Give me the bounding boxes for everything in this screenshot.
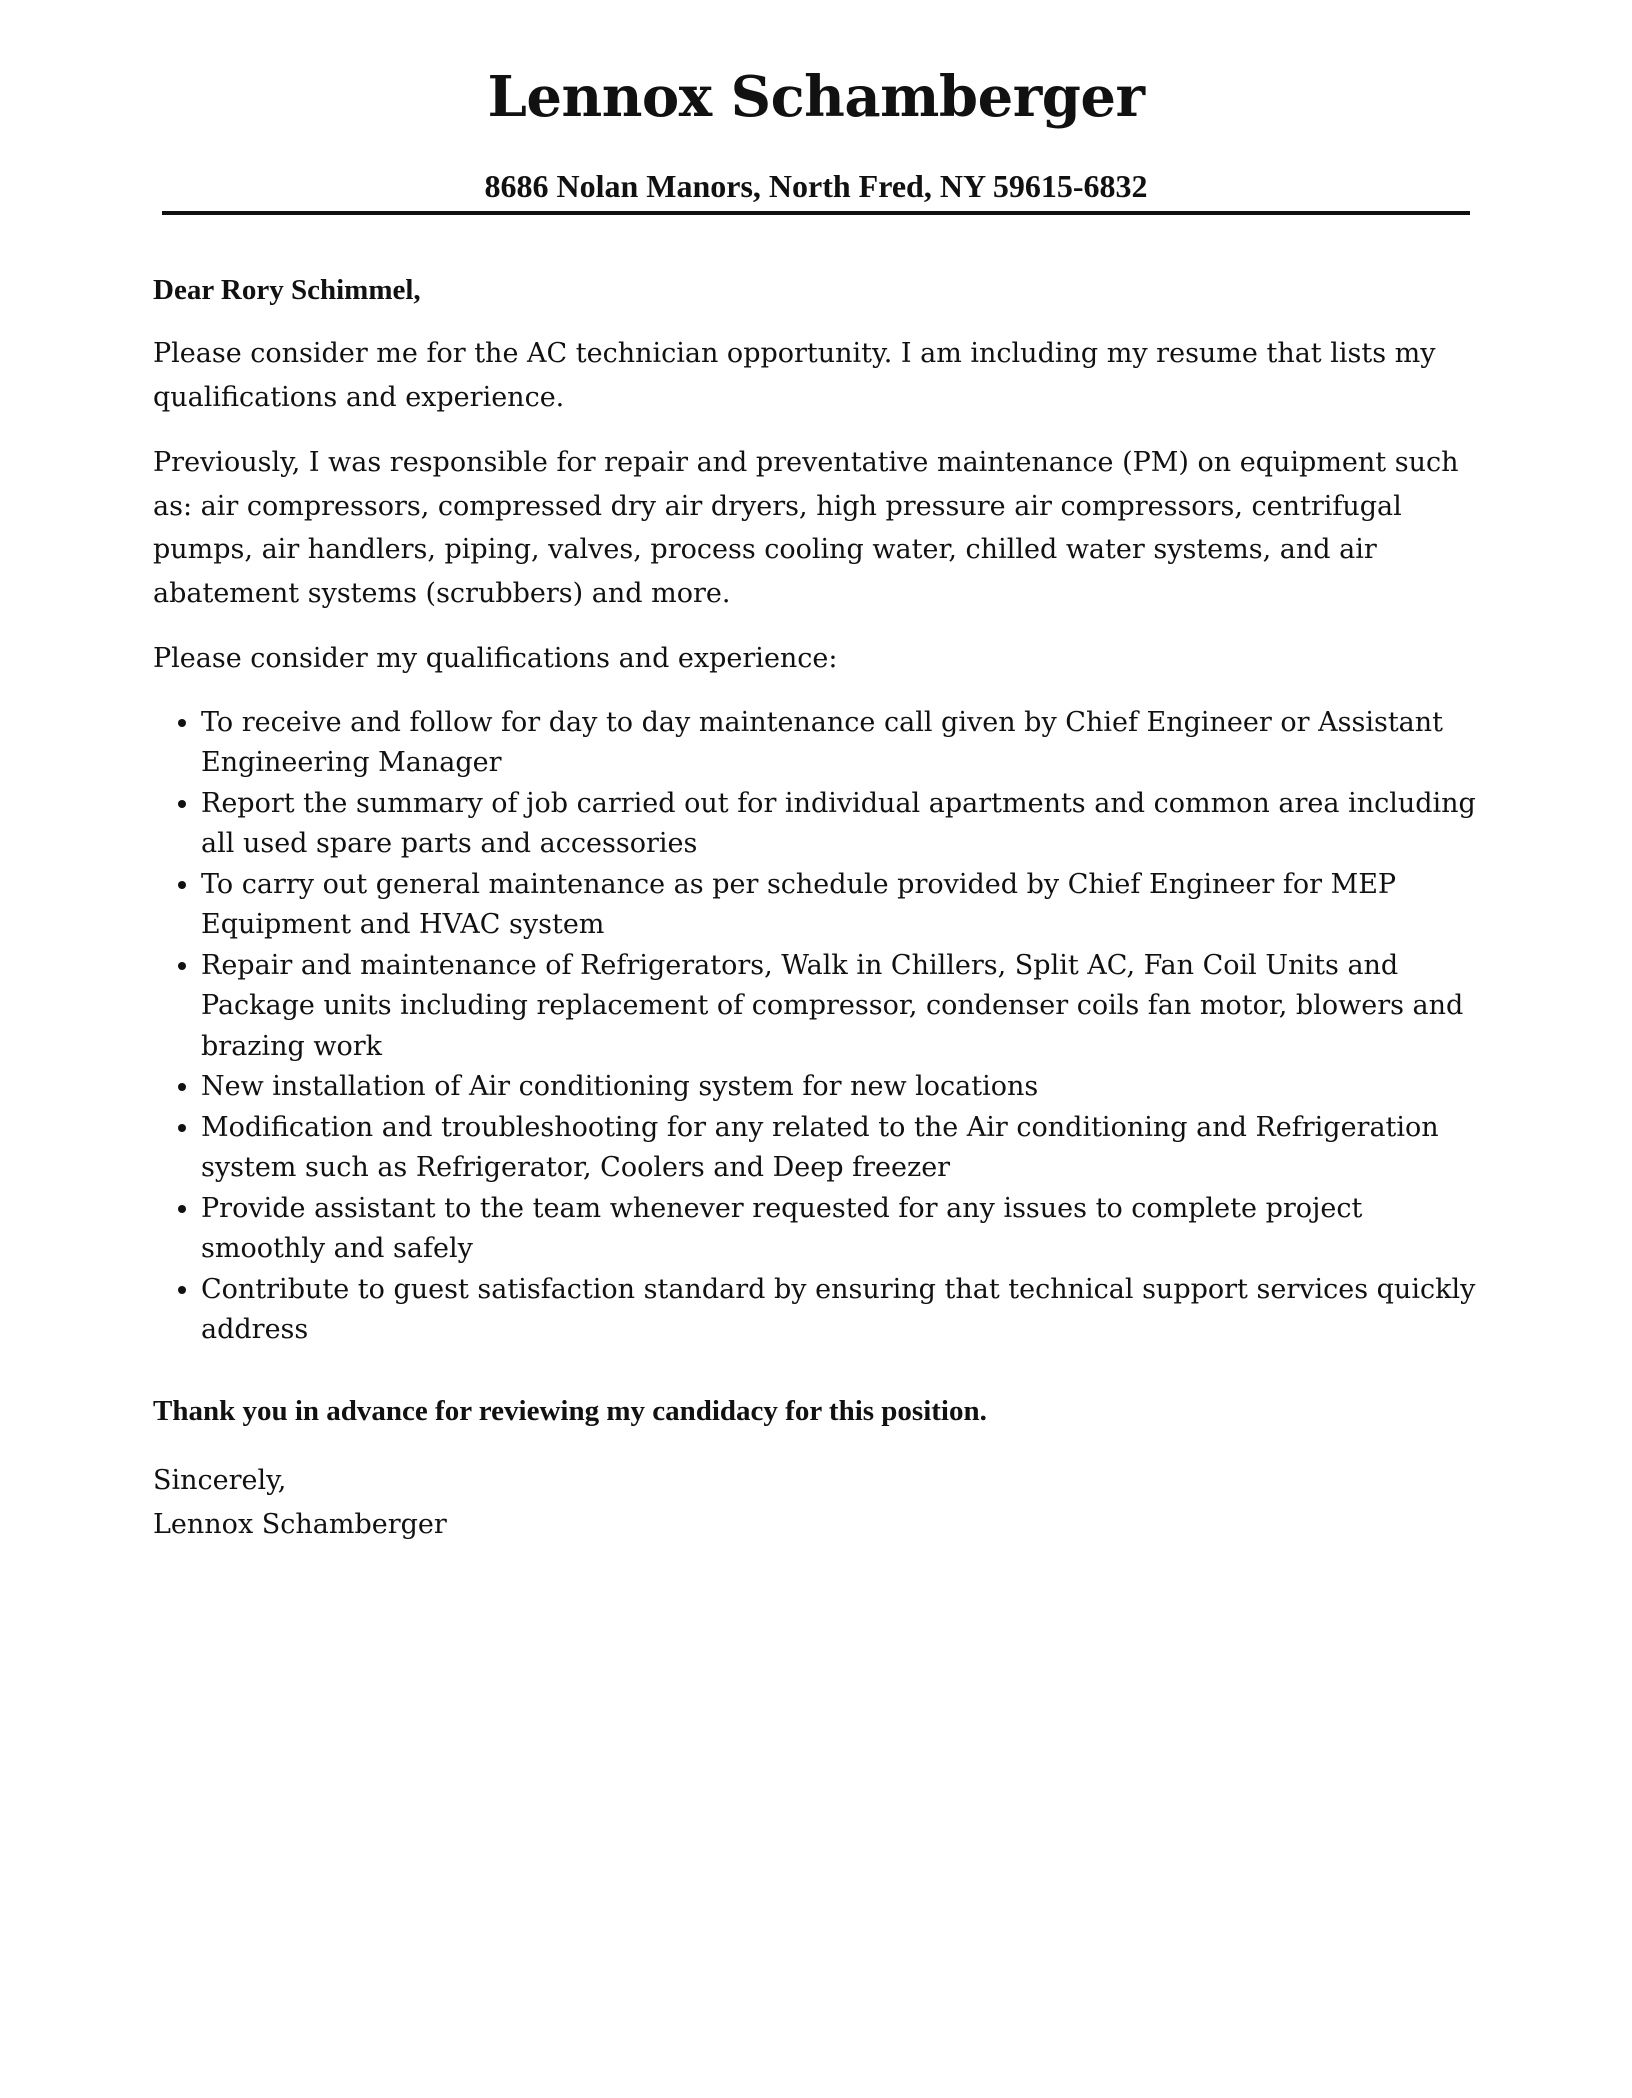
qualifications-list xyxy=(153,703,1483,1351)
list-item: • Repair and maintenance of Refrigerators, Walk in Chillers, Split AC, Fan Coil Units and Package units including replacement of compressor, condenser coils fan motor, blowers and brazing work xyxy=(201,946,1483,1068)
salutation: Dear Rory Schimmel, xyxy=(153,274,421,306)
closing: Sincerely, xyxy=(153,1464,287,1496)
list-item: • Report the summary of job carried out for individual apartments and common area including all used spare parts and accessories xyxy=(201,784,1483,865)
letter-body xyxy=(153,270,1483,1547)
applicant-name: Lennox Schamberger xyxy=(487,64,1145,130)
signature-name: Lennox Schamberger xyxy=(153,1508,447,1540)
intro-paragraph: Please consider me for the AC technician opportunity. I am including my resume that lists my qualifications and experience. xyxy=(153,338,1436,413)
header-divider xyxy=(162,211,1470,215)
list-item: • Modification and troubleshooting for any related to the Air conditioning and Refrigeration system such as Refrigerator, Coolers and Deep freezer xyxy=(201,1108,1483,1189)
experience-paragraph: Previously, I was responsible for repair and preventative maintenance (PM) on equipment such as: air compressors, compressed dry air dryers, high pressure air compressors, centrifugal pumps, air handlers, piping, valves, process cooling water, chilled water systems, and air abatement systems (scrubbers) and more. xyxy=(153,447,1459,609)
list-item: • To receive and follow for day to day maintenance call given by Chief Engineer or Assistant Engineering Manager xyxy=(201,703,1483,784)
list-item: • To carry out general maintenance as per schedule provided by Chief Engineer for MEP Equipment and HVAC system xyxy=(201,865,1483,946)
applicant-address: 8686 Nolan Manors, North Fred, NY 59615-6832 xyxy=(484,168,1148,204)
list-item: • New installation of Air conditioning system for new locations xyxy=(201,1067,1483,1108)
list-item: • Provide assistant to the team whenever requested for any issues to complete project smoothly and safely xyxy=(201,1189,1483,1270)
thank-you-line: Thank you in advance for reviewing my candidacy for this position. xyxy=(153,1394,987,1427)
list-item: • Contribute to guest satisfaction standard by ensuring that technical support services quickly address xyxy=(201,1270,1483,1351)
qualifications-intro: Please consider my qualifications and experience: xyxy=(153,643,838,674)
